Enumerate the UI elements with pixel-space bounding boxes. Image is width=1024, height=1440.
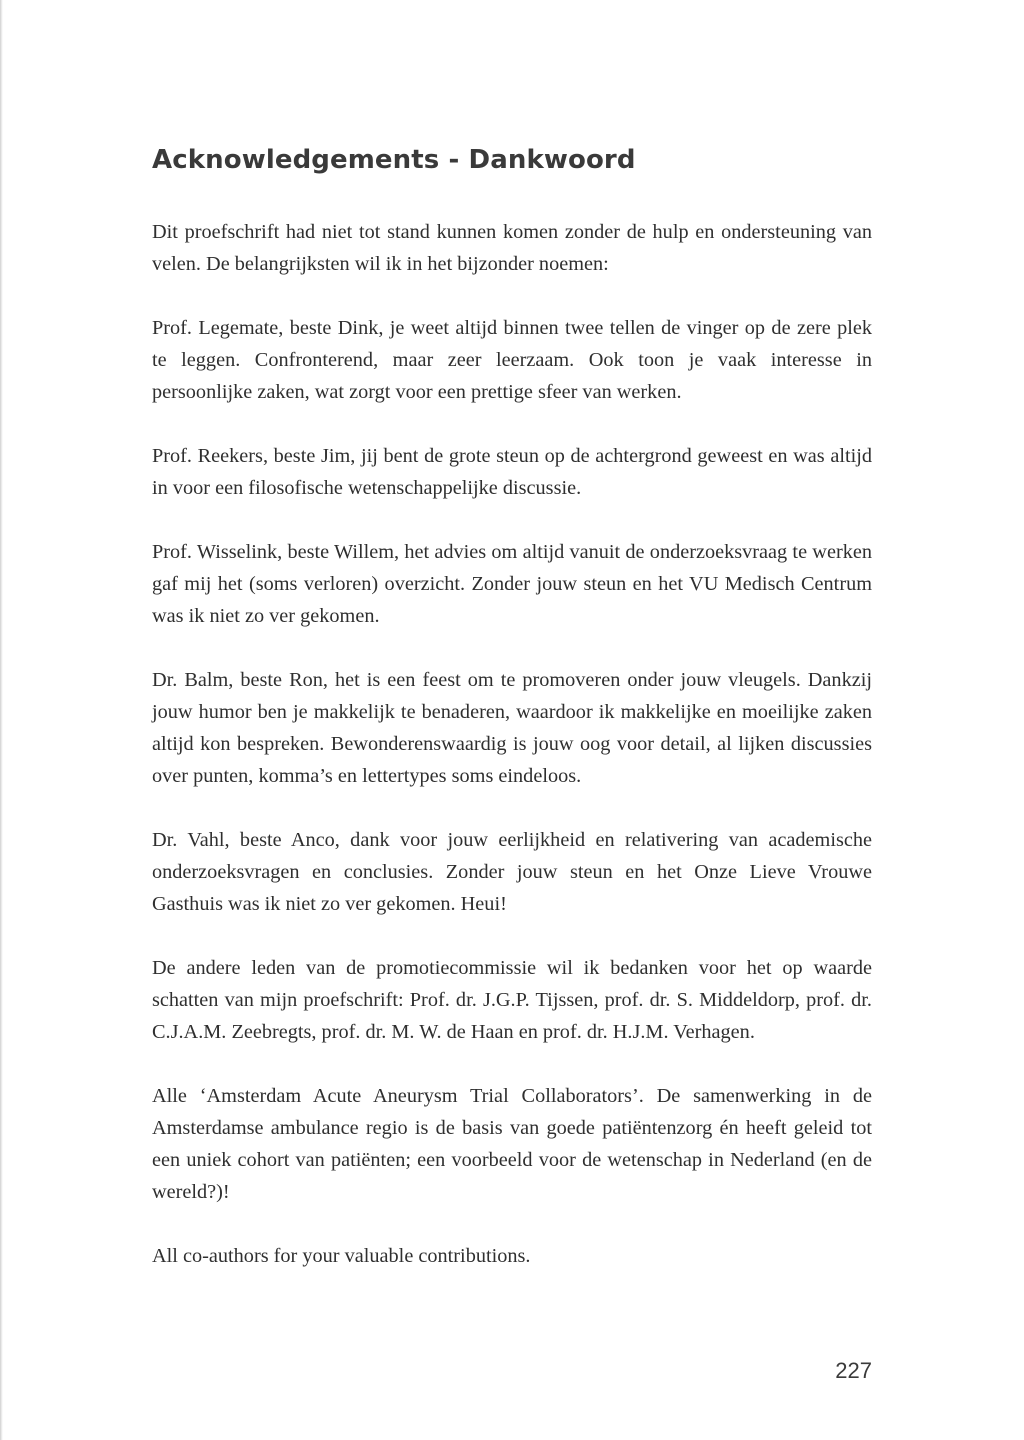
paragraph-collaborators: Alle ‘Amsterdam Acute Aneurysm Trial Collaborators’. De samenwerking in de Amsterdamse ambulance regio is de basis van goede patiëntenzorg én heeft geleid tot een uniek cohort van patiënten; een voorbeeld voor de wetenschap in Nederland (en de wereld?)! bbox=[152, 1085, 872, 1203]
paragraph-legemate: Prof. Legemate, beste Dink, je weet altijd binnen twee tellen de vinger op de zere plek te leggen. Confronterend, maar zeer leerzaam. Ook toon je vaak interesse in persoonlijke zaken, wat zorgt voor een prettige sfeer van werken. bbox=[152, 317, 872, 403]
paragraph-vahl: Dr. Vahl, beste Anco, dank voor jouw eerlijkheid en relativering van academische onderzoeksvragen en conclusies. Zonder jouw steun en het Onze Lieve Vrouwe Gasthuis was ik niet zo ver gekomen. Heui! bbox=[152, 829, 872, 915]
page-title: Acknowledgements - Dankwoord bbox=[152, 145, 636, 175]
paragraph-intro: Dit proefschrift had niet tot stand kunnen komen zonder de hulp en ondersteuning van velen. De belangrijksten wil ik in het bijzonder noemen: bbox=[152, 221, 872, 275]
paragraph-committee: De andere leden van de promotiecommissie wil ik bedanken voor het op waarde schatten van mijn proefschrift: Prof. dr. J.G.P. Tijssen, prof. dr. S. Middeldorp, prof. dr. C.J.A.M. Zeebregts, prof. dr. M. W. de Haan en prof. dr. H.J.M. Verhagen. bbox=[152, 957, 872, 1043]
page-number: 227 bbox=[835, 1358, 872, 1383]
page-edge bbox=[0, 0, 3, 1440]
paragraph-wisselink: Prof. Wisselink, beste Willem, het advies om altijd vanuit de onderzoeksvraag te werken gaf mij het (soms verloren) overzicht. Zonder jouw steun en het VU Medisch Centrum was ik niet zo ver gekomen. bbox=[152, 541, 872, 627]
paragraph-reekers: Prof. Reekers, beste Jim, jij bent de grote steun op de achtergrond geweest en was altijd in voor een filosofische wetenschappelijke discussie. bbox=[152, 445, 872, 499]
paragraph-balm: Dr. Balm, beste Ron, het is een feest om te promoveren onder jouw vleugels. Dankzij jouw humor ben je makkelijk te benaderen, waardoor ik makkelijke en moeilijke zaken altijd kon bespreken. Bewonderenswaardig is jouw oog voor detail, al lijken discussies over punten, komma’s en lettertypes soms eindeloos. bbox=[152, 669, 872, 787]
page-content bbox=[152, 140, 872, 1272]
paragraph-coauthors: All co-authors for your valuable contributions. bbox=[152, 1245, 531, 1267]
